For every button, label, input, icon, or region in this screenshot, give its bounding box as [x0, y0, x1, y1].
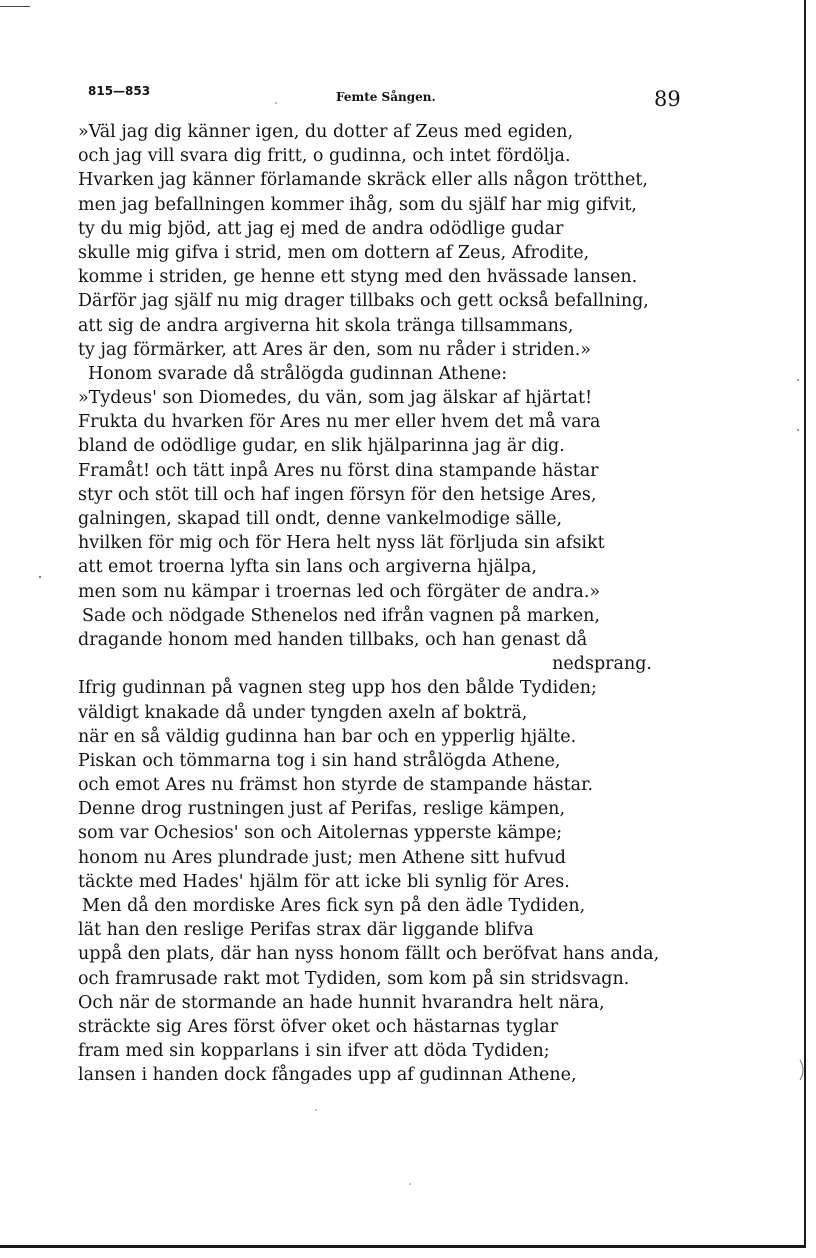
- poem-text: [78, 120, 678, 1088]
- speck: [315, 1109, 317, 1111]
- text-line: Men då den mordiske Ares fick syn på den ädle Tydiden,: [82, 896, 586, 916]
- text-line: Därför jag själf nu mig drager tillbaks och gett också befallning,: [78, 291, 649, 312]
- text-line: uppå den plats, där han nyss honom fällt och beröfvat hans anda,: [78, 944, 660, 965]
- text-line: väldigt knakade då under tyngden axeln af bokträ,: [78, 702, 528, 723]
- text-line: »Tydeus' son Diomedes, du vän, som jag älskar af hjärtat!: [78, 388, 593, 409]
- text-line: galningen, skapad till ondt, denne vankelmodige sälle,: [78, 509, 563, 529]
- text-line: skulle mig gifva i strid, men om dottern af Zeus, Afrodite,: [78, 242, 590, 263]
- speck: [797, 379, 799, 381]
- text-line: »Väl jag dig känner igen, du dotter af Zeus med egiden,: [78, 122, 574, 142]
- text-line: och jag vill svara dig fritt, o gudinna, och intet fördölja.: [78, 146, 571, 167]
- text-line: Ifrig gudinnan på vagnen steg upp hos den bålde Tydiden;: [78, 678, 597, 699]
- text-line: Hvarken jag känner förlamande skräck eller alls någon trötthet,: [78, 170, 648, 191]
- text-line: fram med sin kopparlans i sin ifver att döda Tydiden;: [78, 1041, 550, 1062]
- text-line: lansen i handen dock fångades upp af gudinnan Athene,: [78, 1065, 577, 1086]
- text-line: hvilken för mig och för Hera helt nyss lät förljuda sin afsikt: [78, 533, 605, 554]
- text-line: Honom svarade då strålögda gudinnan Athene:: [88, 363, 508, 384]
- text-line: styr och stöt till och haf ingen försyn för den hetsige Ares,: [78, 484, 597, 505]
- text-line: att sig de andra argiverna hit skola tränga tillsammans,: [78, 315, 574, 336]
- speck: [797, 429, 799, 431]
- text-line: och framrusade rakt mot Tydiden, som kom på sin stridsvagn.: [78, 968, 630, 989]
- text-line: som var Ochesios' son och Aitolernas ypperste kämpe;: [78, 823, 563, 844]
- page-number: 89: [654, 87, 681, 111]
- text-line: dragande honom med handen tillbaks, och han genast då: [78, 629, 588, 650]
- text-line: Och när de stormande an hade hunnit hvarandra helt nära,: [78, 992, 605, 1013]
- text-line: Framåt! och tätt inpå Ares nu först dina stampande hästar: [78, 460, 599, 481]
- text-line: Sade och nödgade Sthenelos ned ifrån vagnen på marken,: [82, 605, 600, 626]
- running-header: [0, 84, 804, 114]
- speck: [409, 1183, 411, 1185]
- text-line: men som nu kämpar i troernas led och förgäter de andra.»: [78, 581, 601, 602]
- text-line: ty jag förmärker, att Ares är den, som nu råder i striden.»: [78, 339, 591, 360]
- text-line: täckte med Hades' hjälm för att icke bli synlig för Ares.: [78, 871, 570, 892]
- text-line: ty du mig bjöd, att jag ej med de andra odödlige gudar: [78, 218, 564, 239]
- line-range: 815—853: [88, 84, 151, 98]
- text-line: komme i striden, ge henne ett styng med den hvässade lansen.: [78, 267, 638, 288]
- text-line: Piskan och tömmarna tog i sin hand strålögda Athene,: [78, 750, 561, 771]
- scan-mark: [0, 6, 30, 7]
- text-line: Denne drog rustningen just af Perifas, reslige kämpen,: [78, 799, 566, 820]
- text-line: men jag befallningen kommer ihåg, som du själf har mig gifvit,: [78, 194, 637, 215]
- speck: [800, 1060, 803, 1080]
- text-line: Frukta du hvarken för Ares nu mer eller hvem det må vara: [78, 412, 601, 433]
- text-line: när en så väldig gudinna han bar och en ypperlig hjälte.: [78, 726, 577, 747]
- text-line: honom nu Ares plundrade just; men Athene sitt hufvud: [78, 847, 566, 868]
- text-line-continuation: nedsprang.: [552, 654, 652, 675]
- text-line: och emot Ares nu främst hon styrde de stampande hästar.: [78, 775, 594, 796]
- text-line: lät han den reslige Perifas strax där liggande blifva: [78, 920, 534, 941]
- speck: [39, 576, 41, 578]
- text-line: sträckte sig Ares först öfver oket och hästarnas tyglar: [78, 1016, 559, 1037]
- text-line: bland de odödlige gudar, en slik hjälparinna jag är dig.: [78, 436, 565, 457]
- text-line: att emot troerna lyfta sin lans och argiverna hjälpa,: [78, 557, 537, 578]
- chapter-title: Femte Sången.: [336, 90, 436, 104]
